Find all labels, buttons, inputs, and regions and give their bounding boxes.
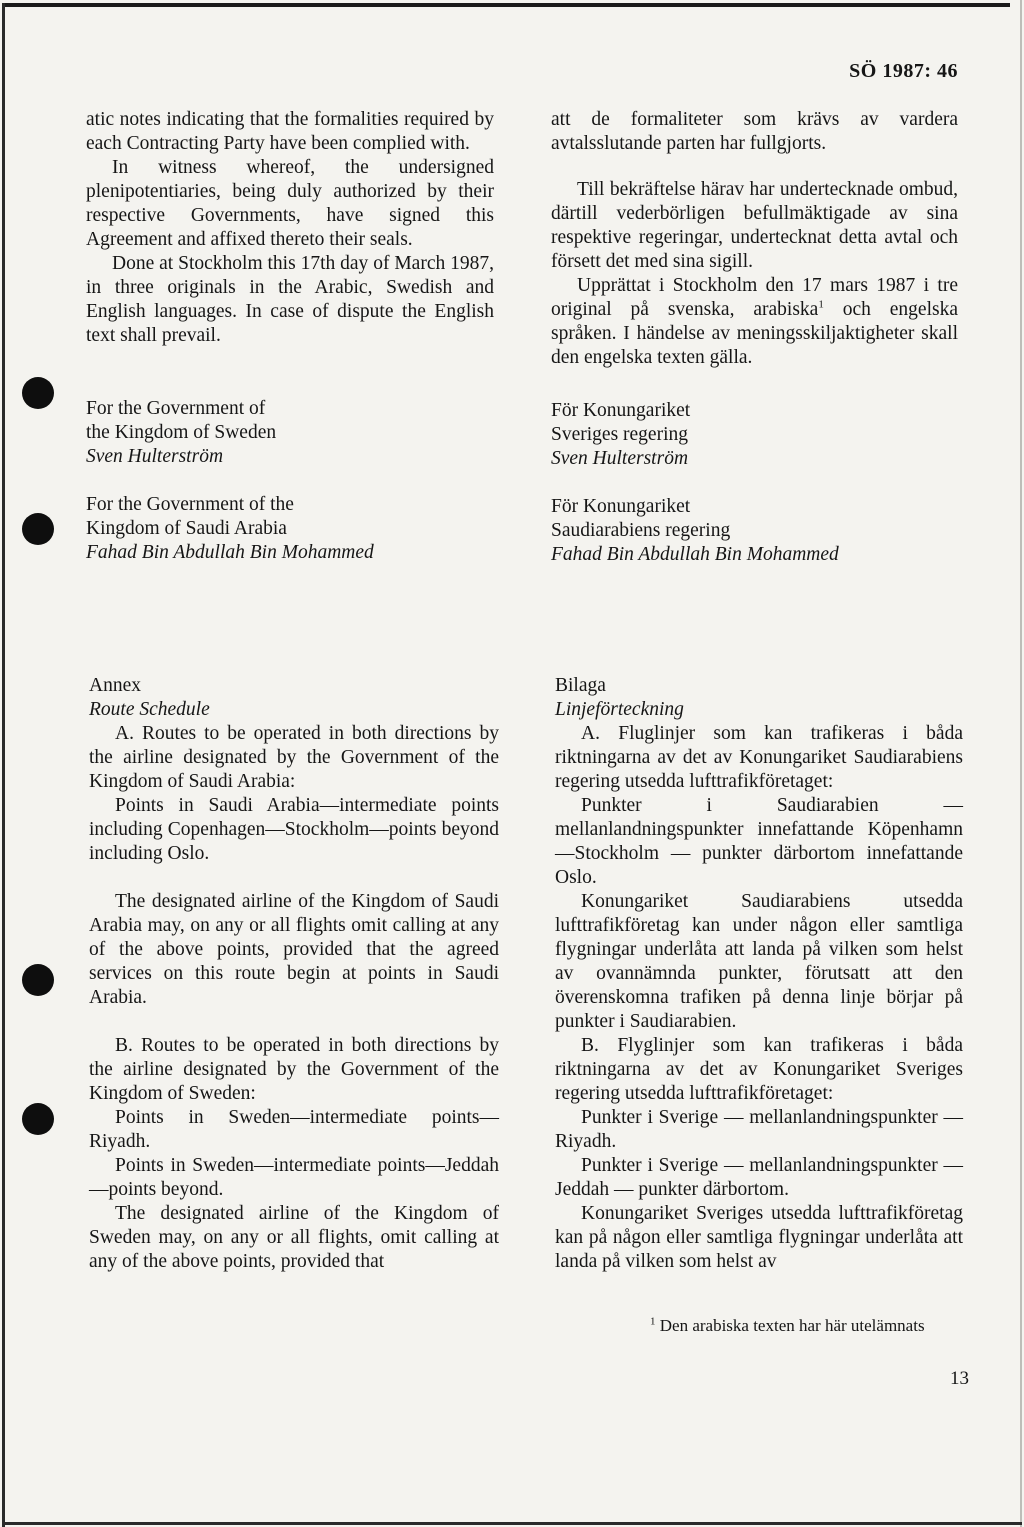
signatory-name: Sven Hulterström bbox=[86, 446, 224, 467]
route-b-note: The designated airline of the Kingdom of Sweden may, on any or all flights, omit calling at any of the above points, provided that bbox=[89, 1203, 499, 1272]
annex-title: Bilaga bbox=[555, 675, 606, 696]
signatory-name: Fahad Bin Abdullah Bin Mohammed bbox=[551, 544, 839, 565]
annex-subtitle: Route Schedule bbox=[89, 699, 210, 720]
swedish-annex-column bbox=[555, 674, 963, 1274]
route-b-points-1: Points in Sweden—intermediate points—Riyadh. bbox=[89, 1107, 499, 1152]
swedish-paragraph-formalities: att de formaliteter som krävs av vardera avtalsslutande parten har fullgjorts. bbox=[551, 109, 958, 154]
route-b-points-2: Points in Sweden—intermediate points—Jeddah—points beyond. bbox=[89, 1155, 499, 1200]
punch-hole bbox=[22, 1103, 54, 1135]
page-number: 13 bbox=[950, 1368, 969, 1389]
route-a-note: Konungariket Saudiarabiens utsedda lufttrafikföretag kan under någon eller samtliga flygningar underlåta att landa på vilken som helst av ovannämnda punkter, förutsatt att den överenskomna trafiken på denna linje börjar på punkter i Saudiarabien. bbox=[555, 891, 963, 1032]
annex-title: Annex bbox=[89, 675, 141, 696]
route-b-heading: B. Flyglinjer som kan trafikeras i båda riktningarna av det av Konungariket Sveriges regering utsedda lufttrafikföretaget: bbox=[555, 1035, 963, 1104]
english-signature-saudi: For the Government of the Kingdom of Saudi Arabia Fahad Bin Abdullah Bin Mohammed bbox=[86, 494, 374, 563]
swedish-signature-sweden: För Konungariket Sveriges regering Sven Hulterström bbox=[551, 400, 691, 469]
bottom-border bbox=[2, 1522, 1022, 1525]
route-b-heading: B. Routes to be operated in both directions by the airline designated by the Government of the Kingdom of Sweden: bbox=[89, 1035, 499, 1104]
english-signature-sweden: For the Government of the Kingdom of Sweden Sven Hulterström bbox=[86, 398, 277, 467]
route-a-heading: A. Fluglinjer som kan trafikeras i båda riktningarna av det av Konungariket Saudiarabiens regering utsedda lufttrafikföretaget: bbox=[555, 723, 963, 792]
punch-hole bbox=[22, 964, 54, 996]
route-a-points: Points in Saudi Arabia—intermediate points including Copenhagen—Stockholm—points beyond including Oslo. bbox=[89, 795, 499, 864]
route-a-note: The designated airline of the Kingdom of Saudi Arabia may, on any or all flights omit calling at any of the above points, provided that the agreed services on this route begin at points in Saudi Arabia. bbox=[89, 891, 499, 1008]
english-paragraph-witness: In witness whereof, the undersigned plenipotentiaries, being duly authorized by their respective Governments, have signed this Agreement and affixed thereto their seals. bbox=[86, 157, 494, 250]
left-border bbox=[2, 3, 5, 1527]
footnote-number: 1 bbox=[650, 1315, 656, 1328]
english-paragraph-done-at: Done at Stockholm this 17th day of March 1987, in three originals in the Arabic, Swedish and English languages. In case of dispute the English text shall prevail. bbox=[86, 253, 494, 346]
route-a-points: Punkter i Saudiarabien — mellanlandningspunkter innefattande Köpenhamn—Stockholm — punkter därbortom innefattande Oslo. bbox=[555, 795, 963, 888]
swedish-signature-saudi: För Konungariket Saudiarabiens regering Fahad Bin Abdullah Bin Mohammed bbox=[551, 496, 839, 565]
signatory-name: Sven Hulterström bbox=[551, 448, 689, 469]
route-a-heading: A. Routes to be operated in both directions by the airline designated by the Government of the Kingdom of Saudi Arabia: bbox=[89, 723, 499, 792]
swedish-paragraph-witness: Till bekräftelse härav har undertecknade ombud, därtill vederbörligen befullmäktigade av sina respektive regeringar, undertecknat detta avtal och försett det med sina sigill. bbox=[551, 179, 958, 272]
swedish-paragraph-done-at: Upprättat i Stockholm den 17 mars 1987 i tre original på svenska, arabiska$^1$ och engelska språken. I händelse av meningsskiljaktigheter skall den engelska texten gälla. bbox=[551, 275, 958, 368]
footnote-marker: 1 bbox=[818, 298, 824, 311]
top-border bbox=[2, 3, 1010, 7]
english-annex-column bbox=[89, 674, 499, 1274]
route-b-note: Konungariket Sveriges utsedda lufttrafikföretag kan på någon eller samtliga flygningar underlåta att landa på vilken som helst av bbox=[555, 1203, 963, 1272]
annex-subtitle: Linjeförteckning bbox=[555, 699, 684, 720]
route-b-points-2: Punkter i Sverige — mellanlandningspunkter — Jeddah — punkter därbortom. bbox=[555, 1155, 963, 1200]
route-b-points-1: Punkter i Sverige — mellanlandningspunkter — Riyadh. bbox=[555, 1107, 963, 1152]
english-column-top bbox=[86, 108, 494, 348]
punch-hole bbox=[22, 513, 54, 545]
right-edge bbox=[1020, 0, 1022, 1527]
footnote: $^1$ Den arabiska texten har här utelämnats bbox=[650, 1315, 925, 1335]
swedish-column-top bbox=[551, 108, 958, 370]
english-paragraph-formalities: atic notes indicating that the formalities required by each Contracting Party have been complied with. bbox=[86, 109, 494, 154]
punch-hole bbox=[22, 377, 54, 409]
document-reference: SÖ 1987: 46 bbox=[849, 60, 958, 82]
signatory-name: Fahad Bin Abdullah Bin Mohammed bbox=[86, 542, 374, 563]
